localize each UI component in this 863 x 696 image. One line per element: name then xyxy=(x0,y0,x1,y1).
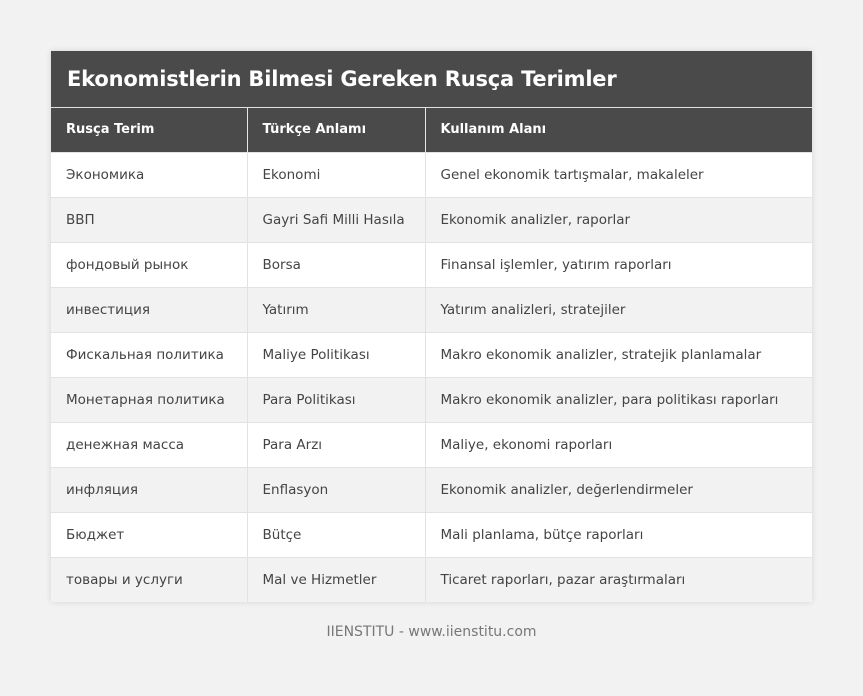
usage-area-cell: Ticaret raporları, pazar araştırmaları xyxy=(440,571,686,588)
table-row xyxy=(51,287,812,332)
usage-area-cell: Ekonomik analizler, raporlar xyxy=(440,211,631,228)
column-header-russian-term: Rusça Terim xyxy=(51,108,247,152)
russian-term-cell: фондовый рынок xyxy=(51,242,247,287)
turkish-meaning-cell: Borsa xyxy=(247,242,425,287)
russian-term-cell: денежная масса xyxy=(51,422,247,467)
usage-area-cell: Yatırım analizleri, stratejiler xyxy=(440,301,626,318)
table-row xyxy=(51,332,812,377)
column-header-usage-area: Kullanım Alanı xyxy=(440,122,547,138)
usage-area-cell: Maliye, ekonomi raporları xyxy=(440,436,613,453)
russian-term-cell: товары и услуги xyxy=(51,557,247,602)
russian-term-cell: инфляция xyxy=(51,467,247,512)
table-row xyxy=(51,377,812,422)
usage-area-cell: Finansal işlemler, yatırım raporları xyxy=(440,256,672,273)
turkish-meaning-cell: Mal ve Hizmetler xyxy=(247,557,425,602)
table-row xyxy=(51,422,812,467)
turkish-meaning-cell: Maliye Politikası xyxy=(247,332,425,377)
turkish-meaning-cell: Bütçe xyxy=(247,512,425,557)
russian-term-cell: Экономика xyxy=(51,152,247,197)
title-bar xyxy=(51,51,812,108)
table-row xyxy=(51,557,812,602)
russian-term-cell: Бюджет xyxy=(51,512,247,557)
turkish-meaning-cell: Para Arzı xyxy=(247,422,425,467)
usage-area-cell: Makro ekonomik analizler, stratejik planlamalar xyxy=(440,346,762,363)
usage-area-cell: Ekonomik analizler, değerlendirmeler xyxy=(440,481,693,498)
table-row xyxy=(51,242,812,287)
russian-term-cell: Фискальная политика xyxy=(51,332,247,377)
column-header-turkish-meaning: Türkçe Anlamı xyxy=(247,108,425,152)
turkish-meaning-cell: Enflasyon xyxy=(247,467,425,512)
turkish-meaning-cell: Para Politikası xyxy=(247,377,425,422)
page-title: Ekonomistlerin Bilmesi Gereken Rusça Terimler xyxy=(67,67,617,91)
usage-area-cell: Genel ekonomik tartışmalar, makaleler xyxy=(440,166,704,183)
russian-term-cell: Монетарная политика xyxy=(51,377,247,422)
turkish-meaning-cell: Gayri Safi Milli Hasıla xyxy=(247,197,425,242)
turkish-meaning-cell: Yatırım xyxy=(247,287,425,332)
table-row xyxy=(51,512,812,557)
terms-table xyxy=(51,108,812,602)
terms-card xyxy=(51,51,812,602)
table-row xyxy=(51,467,812,512)
turkish-meaning-cell: Ekonomi xyxy=(247,152,425,197)
russian-term-cell: ВВП xyxy=(51,197,247,242)
russian-term-cell: инвестиция xyxy=(51,287,247,332)
table-row xyxy=(51,152,812,197)
usage-area-cell: Mali planlama, bütçe raporları xyxy=(440,526,644,543)
table-header-row xyxy=(51,108,812,152)
usage-area-cell: Makro ekonomik analizler, para politikası raporları xyxy=(440,391,779,408)
table-row xyxy=(51,197,812,242)
footer-credit: IIENSTITU - www.iienstitu.com xyxy=(326,624,537,640)
